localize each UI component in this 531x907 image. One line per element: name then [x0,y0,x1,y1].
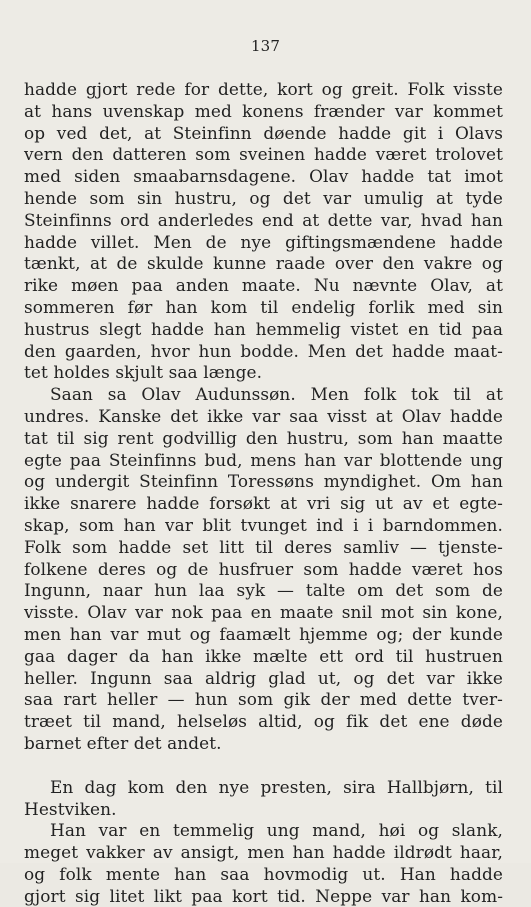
text-line: undres. Kanske det ikke var saa visst at Olav hadde [24,405,503,426]
text-line: Saan sa Olav Audunssøn. Men folk tok til at [50,384,503,405]
paragraph [24,384,503,755]
text-line: gaa dager da han ikke mælte ett ord til hustruen [24,645,503,666]
text-line: tænkt, at de skulde kunne raade over den vakre og [24,253,503,274]
text-line: den gaarden, hvor hun bodde. Men det hadde maat- [24,340,503,361]
text-line: hustrus slegt hadde han hemmelig vistet en tid paa [24,318,503,339]
text-line: meget vakker av ansigt, men han hadde ildrødt haar, [24,842,503,863]
text-line: men han var mut og faamælt hjemme og; der kunde [24,623,503,644]
text-line: barnet efter det andet. [24,732,222,753]
text-line: Ingunn, naar hun laa syk — talte om det som de [24,580,503,601]
text-line: ikke snarere hadde forsøkt at vri sig ut av et egte- [24,493,503,514]
text-line: Folk som hadde set litt til deres samliv — tjenste- [24,536,503,557]
text-line: med siden smaabarnsdagene. Olav hadde tat imot [24,166,503,187]
paragraph [24,820,503,907]
text-line: tat til sig rent godvillig den hustru, som han maatte [24,427,503,448]
text-line: rike møen paa anden maate. Nu nævnte Olav, at [24,275,503,296]
text-line: tet holdes skjult saa længe. [24,362,263,383]
text-line: at hans uvenskap med konens frænder var kommet [24,100,503,121]
text-line: hende som sin hustru, og det var umulig at tyde [24,187,503,208]
text-line: træet til mand, helseløs altid, og fik det ene døde [24,711,503,732]
text-line: op ved det, at Steinfinn døende hadde git i Olavs [24,122,503,143]
text-line: hadde gjort rede for dette, kort og greit. Folk visste [24,79,503,99]
text-line: Hestviken. [24,798,117,819]
text-line: vern den datteren som sveinen hadde været trolovet [24,144,503,165]
text-line: visste. Olav var nok paa en maate snil mot sin kone, [24,602,503,623]
text-line: sommeren før han kom til endelig forlik med sin [24,296,503,317]
body-text [24,79,503,907]
text-line: hadde villet. Men de nye giftingsmændene hadde [24,231,503,252]
text-line: folkene deres og de husfruer som hadde været hos [24,558,503,579]
text-line: og folk mente han saa hovmodig ut. Han hadde [24,863,503,884]
text-line: Han var en temmelig ung mand, høi og slank, [50,820,503,841]
text-line: egte paa Steinfinns bud, mens han var blottende ung [24,449,503,470]
text-line: saa rart heller — hun som gik der med dette tver- [24,689,503,710]
text-line: og undergit Steinfinn Toressøns myndighet. Om han [24,471,503,492]
text-line: skap, som han var blit tvunget ind i i barndommen. [24,514,503,535]
paragraph [24,79,503,384]
section-break [24,755,503,777]
text-line: gjort sig litet likt paa kort tid. Neppe var han kom- [24,885,503,906]
paragraph [24,777,503,821]
text-line: En dag kom den nye presten, sira Hallbjørn, til [50,776,503,797]
page-number: 137 [251,37,280,55]
text-line: heller. Ingunn saa aldrig glad ut, og det var ikke [24,667,503,688]
text-line: Steinfinns ord anderledes end at dette var, hvad han [24,209,503,230]
